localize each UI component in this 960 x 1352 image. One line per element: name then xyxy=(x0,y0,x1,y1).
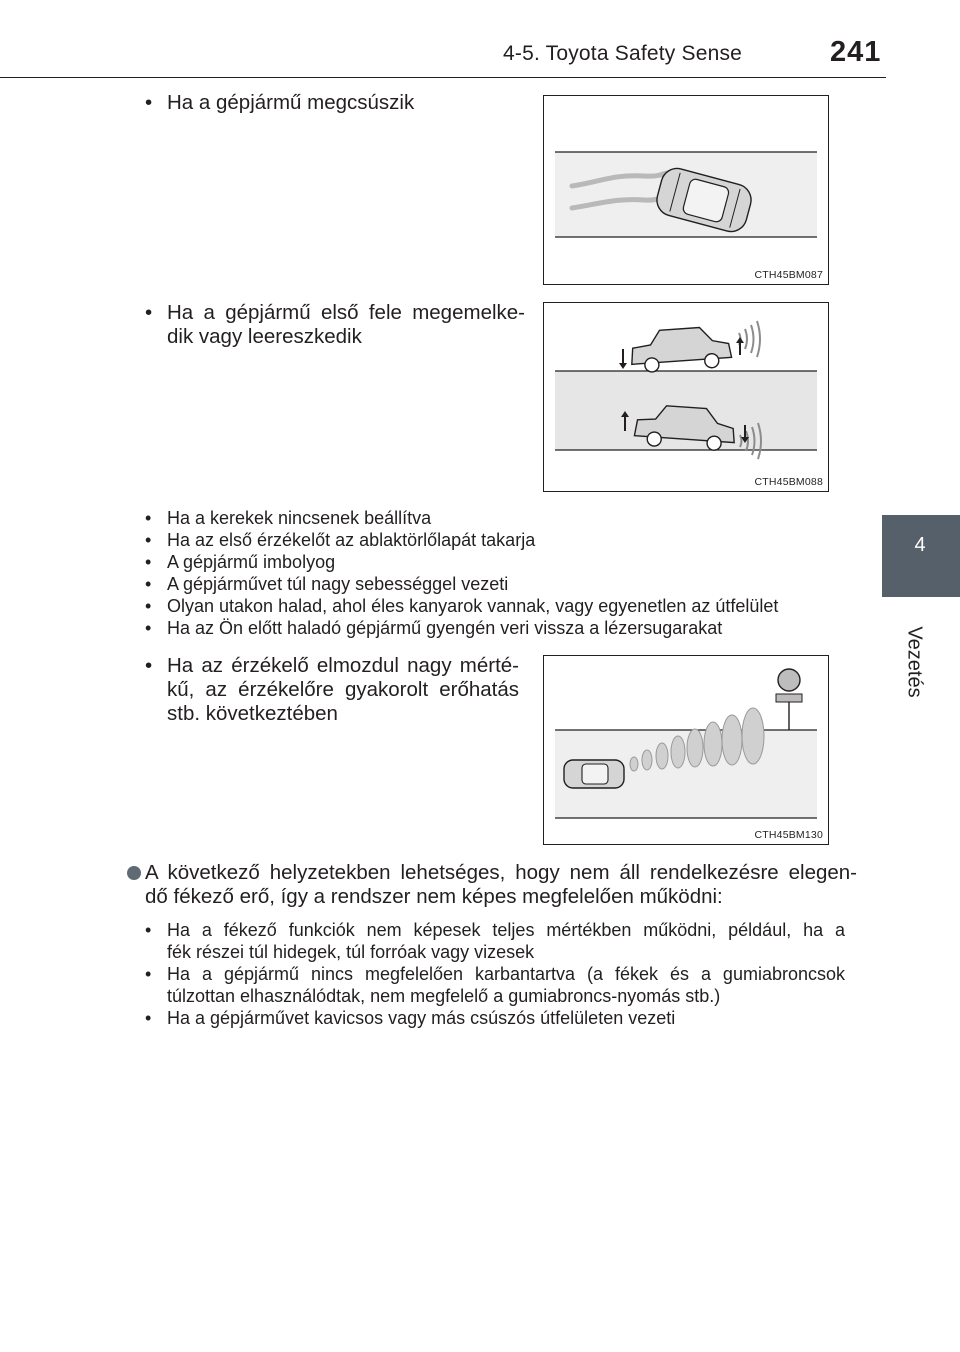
bullet: • xyxy=(145,574,152,594)
figure-sensor xyxy=(543,655,829,845)
list-item-text: Olyan utakon halad, ahol éles kanyarok vannak, vagy egyenetlen az útfelület xyxy=(167,596,779,616)
figure-code: CTH45BM088 xyxy=(754,476,823,488)
bullet: • xyxy=(145,964,152,984)
braking-intro: A következő helyzetekben lehetséges, hogy nem áll rendelkezésre elegen- dő fékező erő, így a rendszer nem képes megfelelően működni: xyxy=(145,861,857,908)
list-item xyxy=(145,573,865,595)
list-item-text: Ha az első érzékelőt az ablaktörlőlapát takarja xyxy=(167,530,536,550)
list-item-text: Ha a gépjárművet kavicsos vagy más csúszós útfelületen vezeti xyxy=(167,1008,676,1028)
header-divider xyxy=(0,77,886,78)
list-item xyxy=(145,529,865,551)
list-item-text: Ha a kerekek nincsenek beállítva xyxy=(167,508,432,528)
list-item xyxy=(145,617,865,639)
list-item xyxy=(145,654,519,726)
list-item xyxy=(145,507,865,529)
list-item-text: A gépjármű imbolyog xyxy=(167,552,336,572)
list-item-text: dik vagy leereszkedik xyxy=(167,325,362,348)
list-item xyxy=(145,1007,845,1029)
bullet: • xyxy=(145,91,153,114)
list-item xyxy=(145,595,865,617)
bullet: • xyxy=(145,301,153,324)
chapter-number: 4 xyxy=(914,534,926,556)
page-number: 241 xyxy=(830,36,882,68)
list-item xyxy=(145,91,525,115)
section-bullet-icon xyxy=(127,866,141,880)
bullet: • xyxy=(145,508,152,528)
list-item-text: A gépjárművet túl nagy sebességgel vezeti xyxy=(167,574,509,594)
skidding-car-illustration xyxy=(544,96,828,284)
list-item xyxy=(145,551,865,573)
list-item xyxy=(145,301,525,349)
list-item: • Ha a fékező funkciók nem képesek teljes mértékben működni, például, ha a fék részei túl hidegek, túl forróak vagy vizesek xyxy=(145,920,845,962)
figure-code: CTH45BM087 xyxy=(754,269,823,281)
sensor-misaligned-illustration xyxy=(544,656,828,844)
list-item-text: kű, az érzékelőre gyakorolt erőhatás xyxy=(167,678,519,701)
bullet: • xyxy=(145,552,152,572)
list-item-text: Ha a gépjármű megcsúszik xyxy=(167,91,415,114)
figure-code: CTH45BM130 xyxy=(754,829,823,841)
bullet: • xyxy=(145,530,152,550)
section-title: 4-5. Toyota Safety Sense xyxy=(503,42,743,65)
bullet: • xyxy=(145,1008,152,1028)
bullet: • xyxy=(145,654,153,677)
list-item-text: stb. következtében xyxy=(167,702,338,725)
bullet: • xyxy=(145,618,152,638)
bullet: • xyxy=(145,920,152,940)
figure-pitch xyxy=(543,302,829,492)
bullet: • xyxy=(145,596,152,616)
list-item-text: Ha az érzékelő elmozdul nagy mérté- xyxy=(167,654,519,677)
car-pitch-illustration xyxy=(544,303,828,491)
list-item-text: Ha a gépjármű első fele megemelke- xyxy=(167,301,525,324)
chapter-title: Vezetés xyxy=(903,626,926,698)
list-item-text: Ha az Ön előtt haladó gépjármű gyengén veri vissza a lézersugarakat xyxy=(167,618,723,638)
list-item: • Ha a gépjármű nincs megfelelően karbantartva (a fékek és a gumiabroncsok túlzottan elhasználódtak, nem megfelelő a gumiabroncs-nyomás stb.) xyxy=(145,964,845,1006)
figure-skid xyxy=(543,95,829,285)
